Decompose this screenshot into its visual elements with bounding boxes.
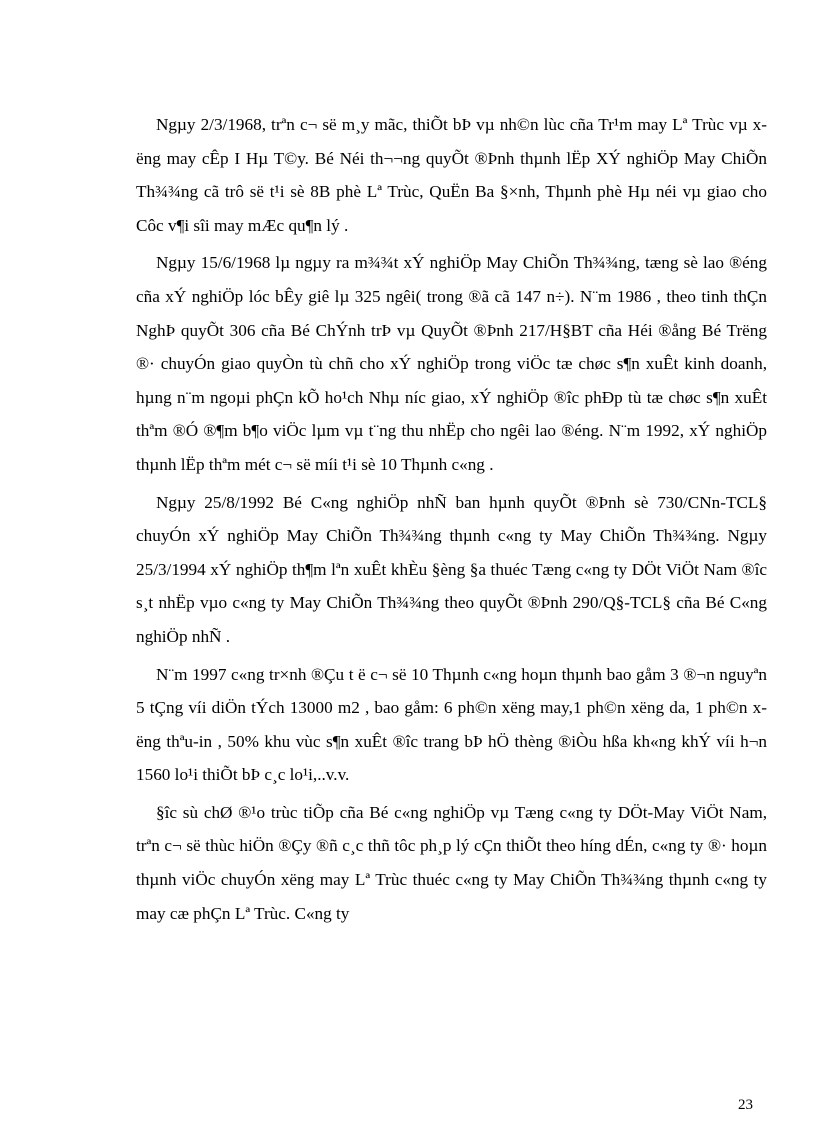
paragraph-4: N¨m 1997 c«ng tr×nh ®Çu t ë c¬ së 10 Thµnh c«ng hoµn thµnh bao gåm 3 ®¬n nguyªn 5 tÇng víi diÖn tÝch 13000 m2 , bao gåm: 6 ph©n xëng may,1 ph©n xëng da, 1 ph©n xëng thªu-in , 50% khu vùc s¶n xuÊt ®îc trang bÞ hÖ thèng ®iÒu hßa kh«ng khÝ víi h¬n 1560 lo¹i thiÕt bÞ c¸c lo¹i,..v.v. bbox=[136, 664, 767, 785]
paragraph-5: §îc sù chØ ®¹o trùc tiÕp cña Bé c«ng nghiÖp vµ Tæng c«ng ty DÖt-May ViÖt Nam, trªn c¬ së thùc hiÖn ®Çy ®ñ c¸c thñ tôc ph¸p lý cÇn thiÕt theo híng dÉn, c«ng ty ®· hoµn thµnh viÖc chuyÓn xëng may Lª Trùc thuéc c«ng ty May ChiÕn Th¾¾ng thµnh c«ng ty may cæ phÇn Lª Trùc. C«ng ty bbox=[136, 802, 767, 923]
paragraph-3: Ngµy 25/8/1992 Bé C«ng nghiÖp nhÑ ban hµnh quyÕt ®Þnh sè 730/CNn-TCL§ chuyÓn xÝ nghiÖp May ChiÕn Th¾¾ng thµnh c«ng ty May ChiÕn Th¾¾ng. Ngµy 25/3/1994 xÝ nghiÖp th¶m lªn xuÊt khÈu §èng §a thuéc Tæng c«ng ty DÖt ViÖt Nam ®îc s¸t nhËp vµo c«ng ty May ChiÕn Th¾¾ng theo quyÕt ®Þnh 290/Q§-TCL§ cña Bé C«ng nghiÖp nhÑ . bbox=[136, 492, 767, 646]
body-text bbox=[136, 108, 767, 934]
page-number: 23 bbox=[738, 1097, 753, 1113]
paragraph-1: Ngµy 2/3/1968, trªn c¬ së m¸y mãc, thiÕt bÞ vµ nh©n lùc cña Tr¹m may Lª Trùc vµ xëng may cÊp I Hµ T©y. Bé Néi th¬¬ng quyÕt ®Þnh thµnh lËp XÝ nghiÖp May ChiÕn Th¾¾ng cã trô së t¹i sè 8B phè Lª Trùc, QuËn Ba §×nh, Thµnh phè Hµ néi vµ giao cho Côc v¶i sîi may mÆc qu¶n lý . bbox=[136, 115, 767, 235]
paragraph-2: Ngµy 15/6/1968 lµ ngµy ra m¾¾t xÝ nghiÖp May ChiÕn Th¾¾ng, tæng sè lao ®éng cña xÝ nghiÖp lóc bÊy giê lµ 325 ngêi( trong ®ã cã 147 n÷). N¨m 1986 , theo tinh thÇn NghÞ quyÕt 306 cña Bé ChÝnh trÞ vµ QuyÕt ®Þnh 217/H§BT cña Héi ®ång Bé Trëng ®· chuyÓn giao quyÒn tù chñ cho xÝ nghiÖp trong viÖc tæ chøc s¶n xuÊt kinh doanh, hµng n¨m ngoµi phÇn kÕ ho¹ch Nhµ níc giao, xÝ nghiÖp ®îc phÐp tù tæ chøc s¶n xuÊt thªm ®Ó ®¶m b¶o viÖc lµm vµ t¨ng thu nhËp cho ngêi lao ®éng. N¨m 1992, xÝ nghiÖp thµnh lËp thªm mét c¬ së míi t¹i sè 10 Thµnh c«ng . bbox=[136, 253, 767, 474]
